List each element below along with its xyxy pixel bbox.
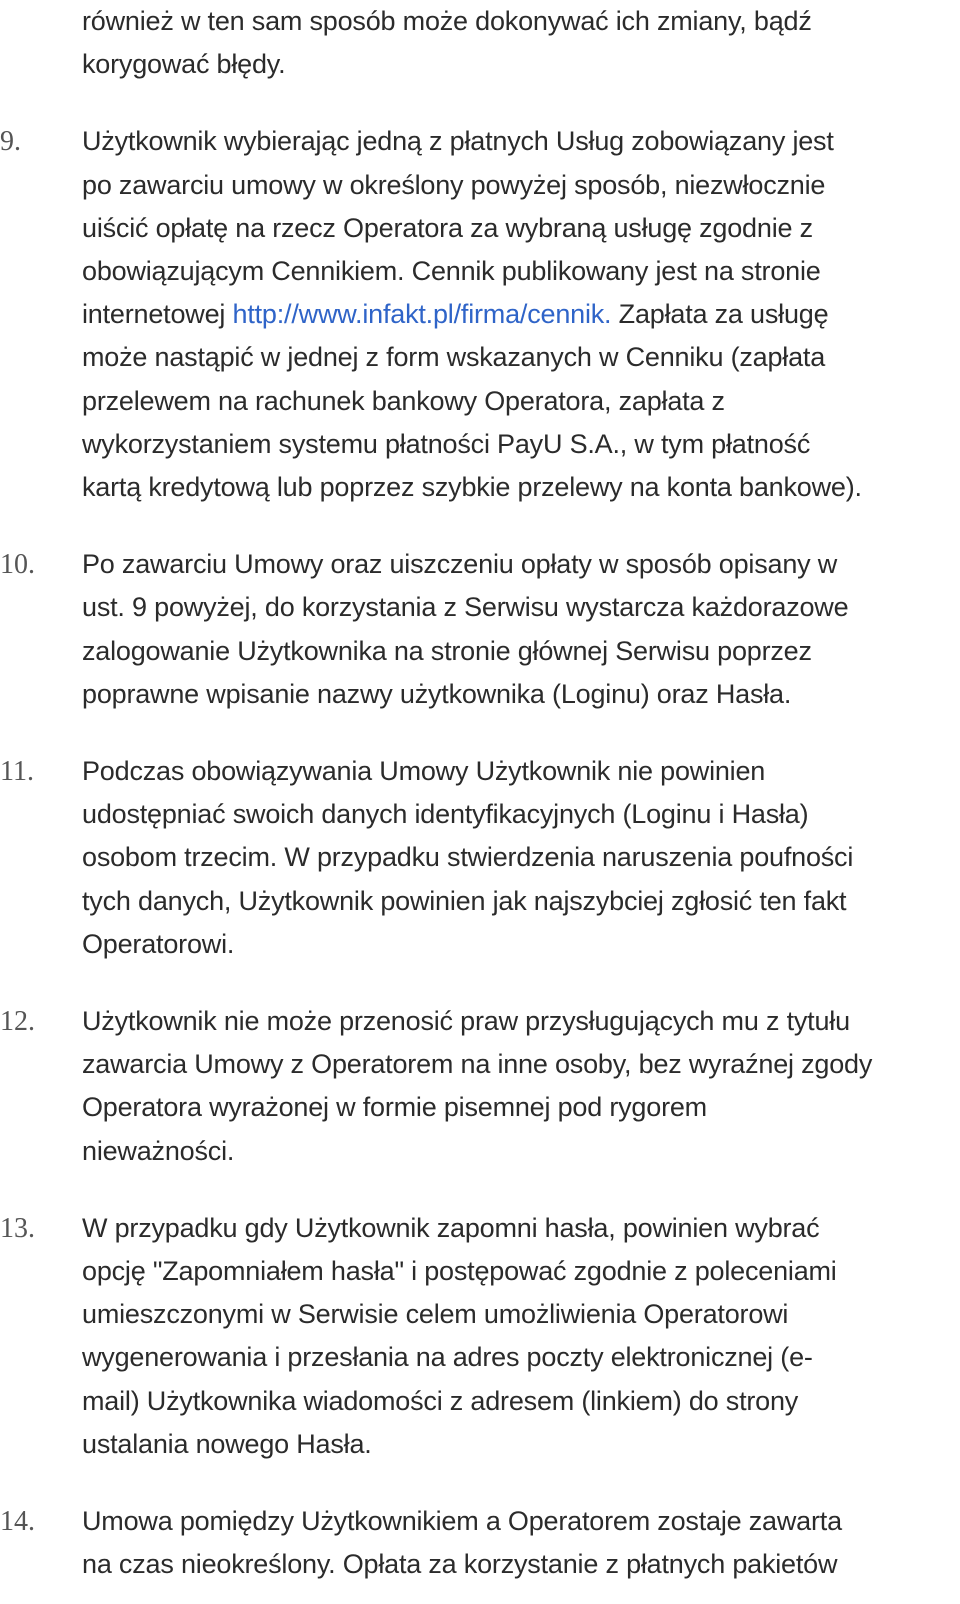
text-line: po zawarciu umowy w określony powyżej sposób, niezwłocznie [82,169,826,200]
text-line: również w ten sam sposób może dokonywać ich zmiany, bądź [82,6,812,36]
text-line: W przypadku gdy Użytkownik zapomni hasła, powinien wybrać [82,1212,820,1243]
text-line: przelewem na rachunek bankowy Operatora, zapłata z [82,385,725,416]
paragraph-gap [0,86,960,120]
text-line: uiścić opłatę na rzecz Operatora za wybraną usługę zgodnie z [82,212,813,243]
text-line: obowiązującym Cennikiem. Cennik publikowany jest na stronie [82,256,821,287]
text-line: Użytkownik nie może przenosić praw przysługujących mu z tytułu [82,1006,850,1037]
text-fragment: internetowej [82,299,233,330]
item-number: 11. [0,756,34,788]
item-number: 9. [0,126,21,158]
list-item-13 [0,1207,960,1466]
pricing-link[interactable]: http://www.infakt.pl/firma/cennik. [232,299,612,330]
paragraph-gap [0,1466,960,1500]
text-line: Operatorowi. [82,928,235,959]
list-item-9 [0,120,960,509]
text-line: tych danych, Użytkownik powinien jak najszybciej zgłosić ten fakt [82,885,847,916]
text-line: Po zawarciu Umowy oraz uiszczeniu opłaty w sposób opisany w [82,549,838,580]
list-item-14 [0,1500,960,1586]
text-line: ust. 9 powyżej, do korzystania z Serwisu wystarcza każdorazowe [82,592,849,623]
paragraph-gap [0,509,960,543]
text-line: może nastąpić w jednej z form wskazanych w Cenniku (zapłata [82,342,826,373]
paragraph-gap [0,1173,960,1207]
text-line: udostępniać swoich danych identyfikacyjnych (Loginu i Hasła) [82,799,809,830]
text-line: zalogowanie Użytkownika na stronie głównej Serwisu poprzez [82,635,812,666]
text-line: wykorzystaniem systemu płatności PayU S.A., w tym płatność [82,428,811,459]
list-item-11 [0,750,960,966]
text-fragment: Zapłata za usługę [611,299,829,330]
intro-continuation [0,0,960,86]
text-line: Operatora wyrażonej w formie pisemnej pod rygorem [82,1092,707,1123]
text-line: Umowa pomiędzy Użytkownikiem a Operatorem zostaje zawarta [82,1506,842,1537]
text-line-with-link [82,293,952,336]
text-line: Podczas obowiązywania Umowy Użytkownik nie powinien [82,756,766,787]
list-item-12 [0,1000,960,1173]
paragraph-gap [0,716,960,750]
item-number: 14. [0,1506,35,1538]
text-line: na czas nieokreślony. Opłata za korzystanie z płatnych pakietów [82,1549,838,1580]
text-line: osobom trzecim. W przypadku stwierdzenia naruszenia poufności [82,842,854,873]
item-number: 12. [0,1006,35,1038]
item-number: 13. [0,1212,35,1244]
item-number: 10. [0,549,35,581]
text-line: poprawne wpisanie nazwy użytkownika (Loginu) oraz Hasła. [82,678,792,709]
text-line: wygenerowania i przesłania na adres poczty elektronicznej (e- [82,1342,813,1373]
text-line: zawarcia Umowy z Operatorem na inne osoby, bez wyraźnej zgody [82,1049,873,1080]
paragraph-gap [0,966,960,1000]
text-line: kartą kredytową lub poprzez szybkie przelewy na konta bankowe). [82,472,862,503]
text-line: mail) Użytkownika wiadomości z adresem (linkiem) do strony [82,1385,799,1416]
text-line: Użytkownik wybierając jedną z płatnych Usług zobowiązany jest [82,126,834,157]
text-line: ustalania nowego Hasła. [82,1428,372,1459]
text-line: umieszczonymi w Serwisie celem umożliwienia Operatorowi [82,1299,789,1330]
text-line: korygować błędy. [82,49,286,80]
list-item-10 [0,543,960,716]
text-line: opcję "Zapomniałem hasła" i postępować zgodnie z poleceniami [82,1256,837,1287]
text-line: nieważności. [82,1135,235,1166]
